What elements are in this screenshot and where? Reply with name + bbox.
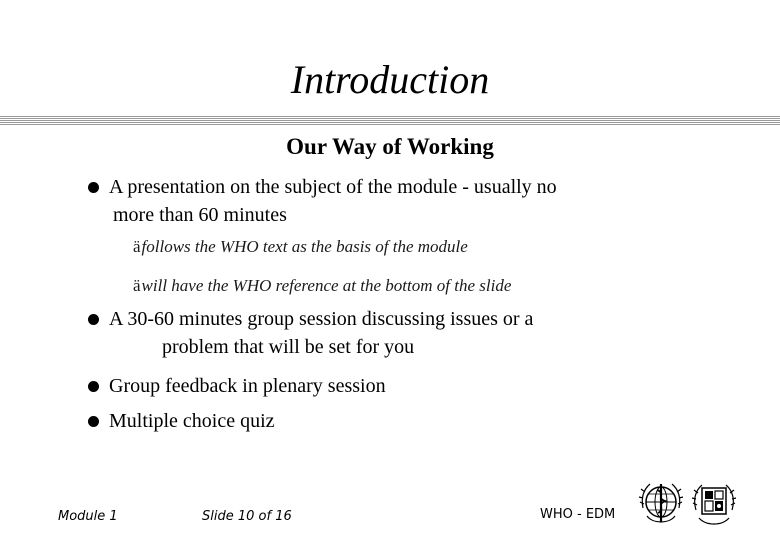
slide-subtitle: Our Way of Working	[286, 134, 494, 159]
who-emblem-icon	[635, 478, 687, 530]
footer-organization: WHO - EDM	[540, 507, 616, 522]
bullet-dot-icon	[88, 416, 99, 427]
bullet-dot-icon	[88, 182, 99, 193]
edm-emblem-icon	[688, 478, 740, 530]
footer-module: Module 1	[58, 509, 118, 524]
bullet-text-continuation: problem that will be set for you	[162, 336, 415, 358]
bullet-text-continuation: more than 60 minutes	[113, 204, 287, 226]
bullet-text: Group feedback in plenary session	[109, 375, 386, 397]
bullet-text: A 30-60 minutes group session discussing issues or a	[109, 308, 534, 330]
sub-bullet-text: will have the WHO reference at the bottom of the slide	[141, 276, 512, 295]
sub-bullet-item	[133, 236, 468, 258]
slide-title: Introduction	[290, 57, 490, 102]
bullet-dot-icon	[88, 314, 99, 325]
bullet-text: Multiple choice quiz	[109, 410, 275, 432]
sub-bullet-marker: ä	[133, 237, 141, 256]
title-divider	[0, 116, 780, 126]
footer-slide-number: Slide 10 of 16	[202, 509, 292, 524]
bullet-dot-icon	[88, 381, 99, 392]
sub-bullet-marker: ä	[133, 276, 141, 295]
sub-bullet-item	[133, 275, 511, 297]
sub-bullet-text: follows the WHO text as the basis of the module	[141, 237, 468, 256]
bullet-text: A presentation on the subject of the module - usually no	[109, 176, 557, 198]
